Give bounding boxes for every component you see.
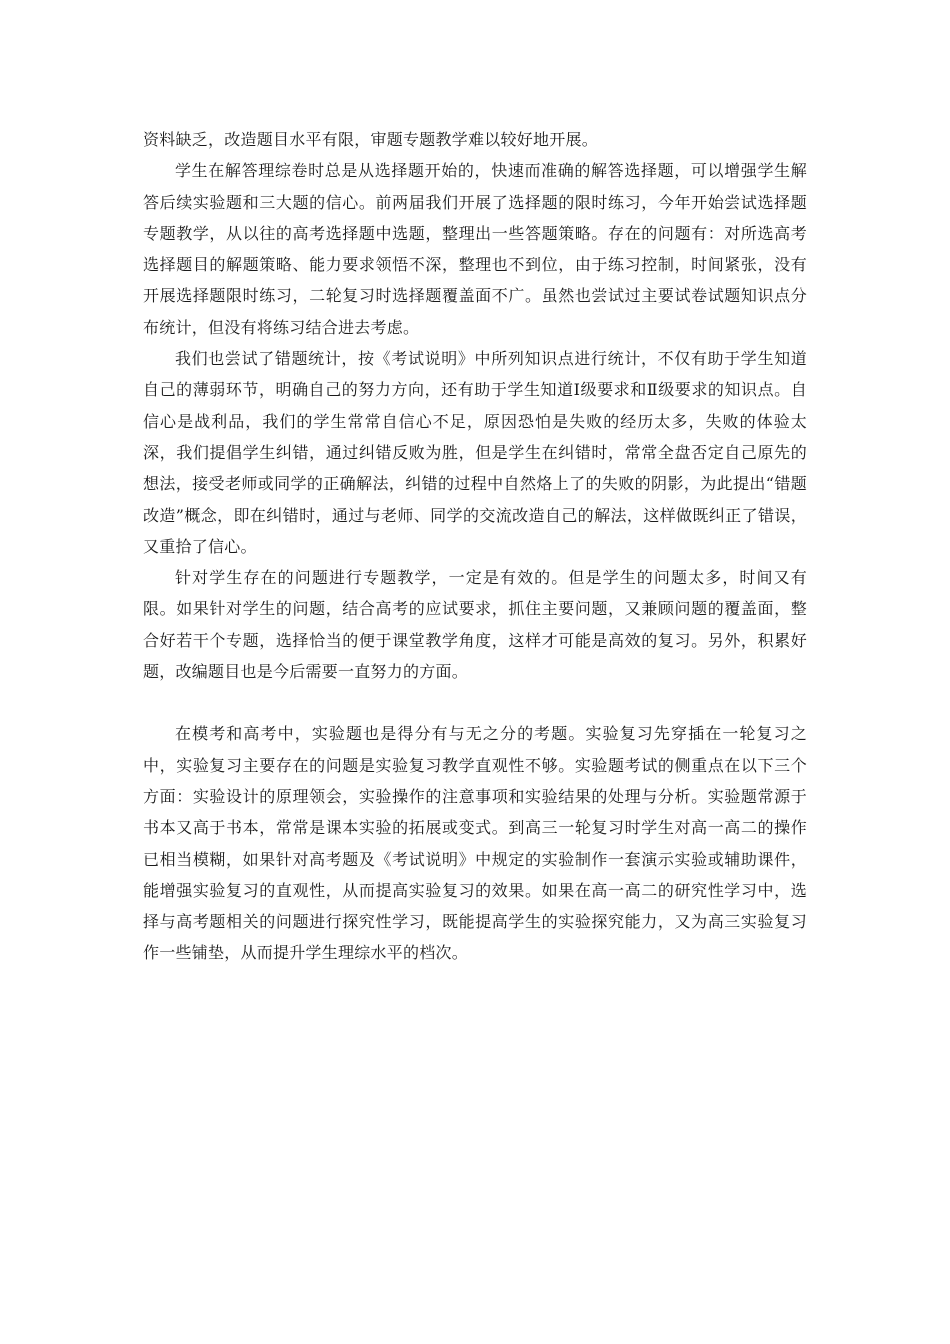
document-body — [143, 124, 807, 969]
paragraph-4: 针对学生存在的问题进行专题教学，一定是有效的。但是学生的问题太多，时间又有限。如果针对学生的问题，结合高考的应试要求，抓住主要问题，又兼顾问题的覆盖面，整合好若干个专题，选择恰当的便于课堂教学角度，这样才可能是高效的复习。另外，积累好题，改编题目也是今后需要一直努力的方面。 — [143, 568, 807, 682]
paragraph-5: 在模考和高考中，实验题也是得分有与无之分的考题。实验复习先穿插在一轮复习之中，实验复习主要存在的问题是实验复习教学直观性不够。实验题考试的侧重点在以下三个方面：实验设计的原理领会，实验操作的注意事项和实验结果的处理与分析。实验题常源于书本又高于书本，常常是课本实验的拓展或变式。到高三一轮复习时学生对高一高二的操作已相当模糊，如果针对高考题及《考试说明》中规定的实验制作一套演示实验或辅助课件，能增强实验复习的直观性，从而提高实验复习的效果。如果在高一高二的研究性学习中，选择与高考题相关的问题进行探究性学习，既能提高学生的实验探究能力，又为高三实验复习作一些铺垫，从而提升学生理综水平的档次。 — [143, 724, 807, 963]
paragraph-1: 资料缺乏，改造题目水平有限，审题专题教学难以较好地开展。 — [143, 130, 599, 149]
paragraph-2: 学生在解答理综卷时总是从选择题开始的，快速而准确的解答选择题，可以增强学生解答后续实验题和三大题的信心。前两届我们开展了选择题的限时练习，今年开始尝试选择题专题教学，从以往的高考选择题中选题，整理出一些答题策略。存在的问题有：对所选高考选择题目的解题策略、能力要求领悟不深，整理也不到位，由于练习控制，时间紧张，没有开展选择题限时练习，二轮复习时选择题覆盖面不广。虽然也尝试过主要试卷试题知识点分布统计，但没有将练习结合进去考虑。 — [143, 161, 807, 337]
paragraph-3: 我们也尝试了错题统计，按《考试说明》中所列知识点进行统计，不仅有助于学生知道自己的薄弱环节，明确自己的努力方向，还有助于学生知道Ⅰ级要求和Ⅱ级要求的知识点。自信心是战利品，我们的学生常常自信心不足，原因恐怕是失败的经历太多，失败的体验太深，我们提倡学生纠错，通过纠错反败为胜，但是学生在纠错时，常常全盘否定自己原先的想法，接受老师或同学的正确解法，纠错的过程中自然烙上了的失败的阴影，为此提出“错题改造”概念，即在纠错时，通过与老师、同学的交流改造自己的解法，这样做既纠正了错误，又重拾了信心。 — [143, 349, 807, 556]
paragraph-spacer — [143, 687, 807, 718]
